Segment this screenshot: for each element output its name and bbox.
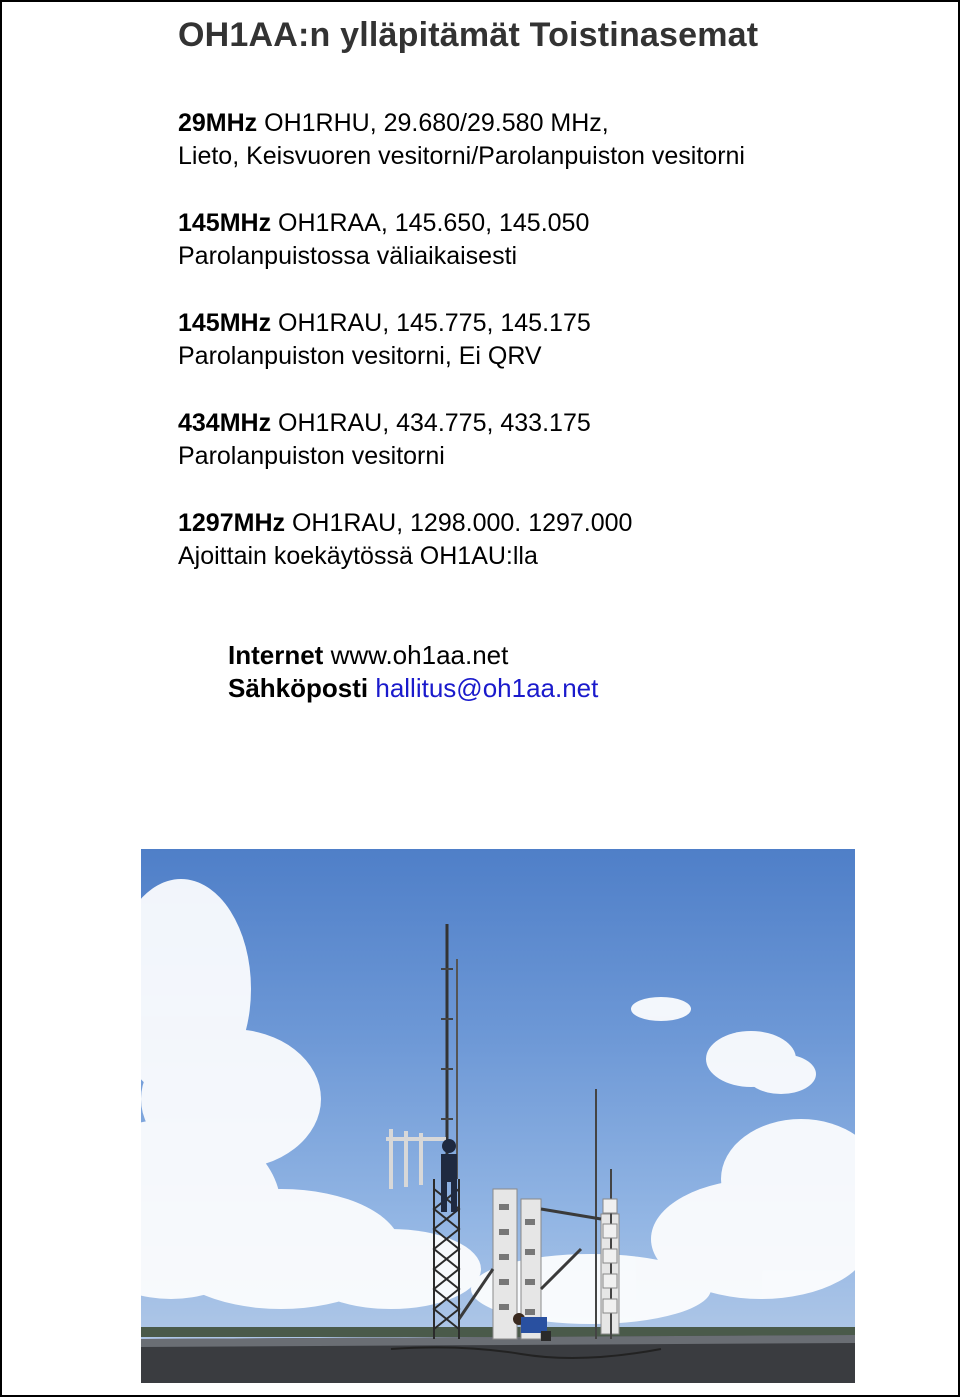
- repeater-info: OH1RAU, 434.775, 433.175: [271, 409, 591, 437]
- document-title: OH1AA:n ylläpitämät Toistinasemat: [178, 16, 759, 54]
- contact-internet: [228, 639, 508, 672]
- repeater-info: OH1RHU, 29.680/29.580 MHz,: [257, 109, 609, 137]
- repeater-location: Parolanpuiston vesitorni: [178, 442, 445, 470]
- repeater-info: OH1RAU, 145.775, 145.175: [271, 309, 591, 337]
- repeater-entry-145mhz-oh1raa: [178, 207, 589, 273]
- repeater-info: OH1RAA, 145.650, 145.050: [271, 209, 590, 237]
- repeater-location: Ajoittain koekäytössä OH1AU:lla: [178, 542, 538, 570]
- repeater-location: Lieto, Keisvuoren vesitorni/Parolanpuiston vesitorni: [178, 142, 745, 170]
- band-label: 1297MHz: [178, 509, 285, 537]
- band-label: 145MHz: [178, 209, 272, 237]
- repeater-location: Parolanpuistossa väliaikaisesti: [178, 242, 518, 270]
- band-label: 145MHz: [178, 309, 272, 337]
- internet-label: Internet: [228, 640, 324, 670]
- band-label: 29MHz: [178, 109, 258, 137]
- band-label: 434MHz: [178, 409, 272, 437]
- yagi-antenna: [386, 1129, 446, 1189]
- email-label: Sähköposti: [228, 673, 369, 703]
- repeater-entry-145mhz-oh1rau: [178, 307, 591, 373]
- email-link[interactable]: hallitus@oh1aa.net: [368, 673, 599, 703]
- repeater-location: Parolanpuiston vesitorni, Ei QRV: [178, 342, 542, 370]
- repeater-info: OH1RAU, 1298.000. 1297.000: [285, 509, 633, 537]
- repeater-entry-434mhz: [178, 407, 591, 473]
- antenna-tower-photo: [141, 849, 855, 1383]
- photo-illustration: [141, 849, 855, 1383]
- repeater-entry-29mhz: [178, 107, 745, 173]
- repeater-entry-1297mhz: [178, 507, 632, 573]
- contact-email: [228, 672, 598, 705]
- internet-link[interactable]: www.oh1aa.net: [323, 640, 509, 670]
